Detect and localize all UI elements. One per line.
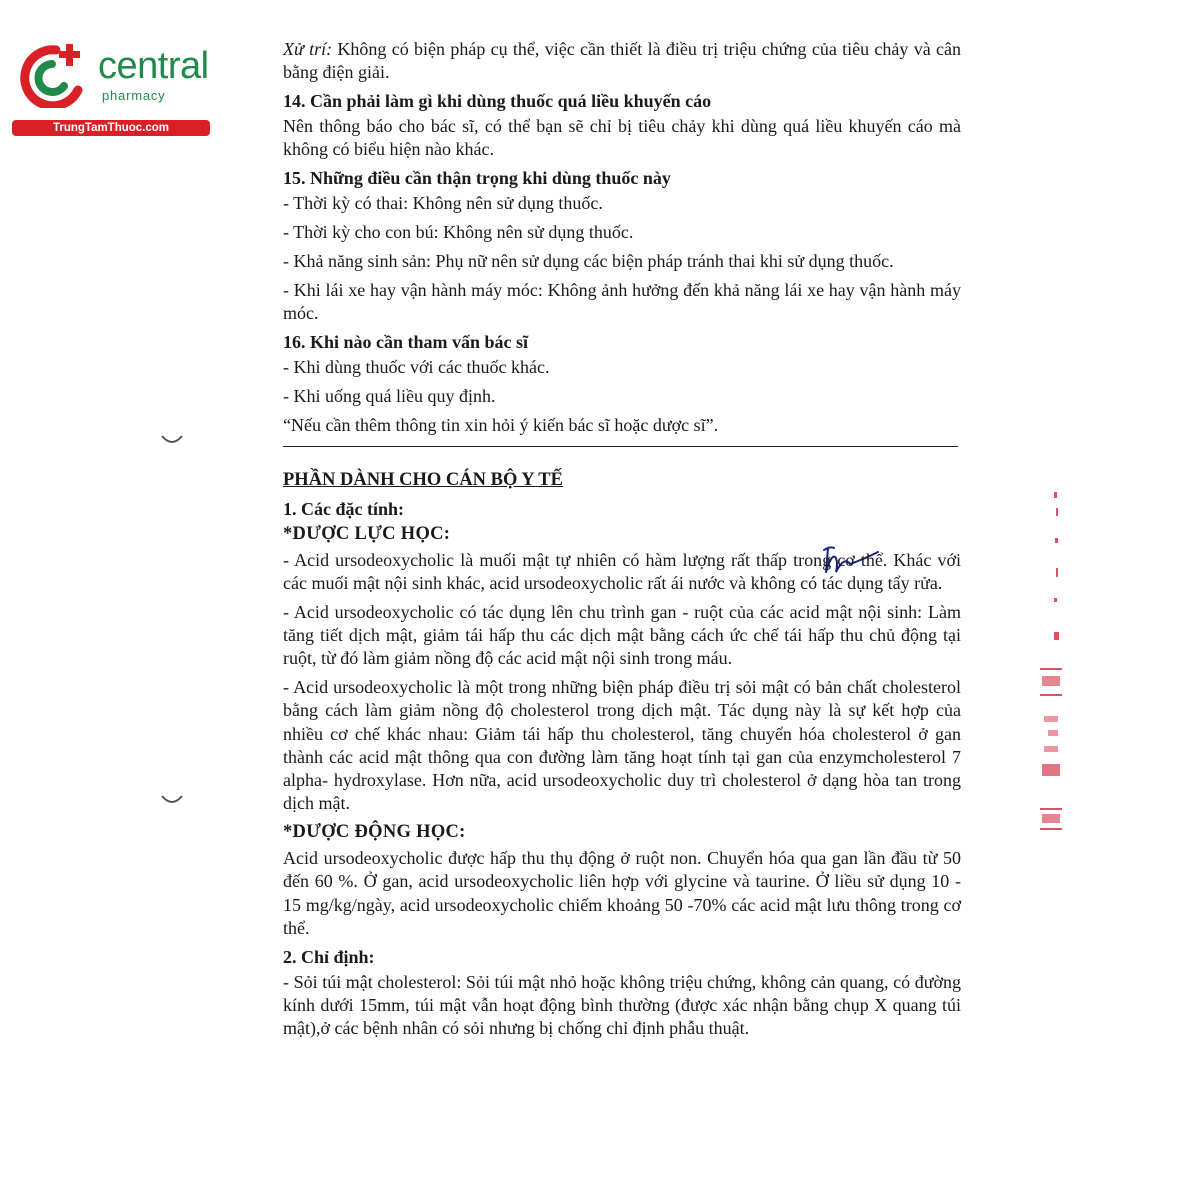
indications-heading: 2. Chỉ định: [283,946,375,967]
red-stamp-fragment [1038,488,1064,848]
overdose-treatment [283,38,961,84]
indications-text: - Sỏi túi mật cholesterol: Sỏi túi mật nhỏ hoặc không triệu chứng, không cản quang, có đường kính dưới 15mm, túi mật vẫn hoạt động bình thường (được xác nhận bằng chụp X quang túi mật),ở các bệnh nhân có sỏi nhưng bị chống chỉ định phẫu thuật. [283,971,961,1039]
logo-name: central [98,45,209,87]
pharmacodynamics-item-2: - Acid ursodeoxycholic có tác dụng lên chu trình gan - ruột của các acid mật nội sinh: Làm tăng tiết dịch mật, giảm tái hấp thu các dịch mật bằng cách ức chế tái hấp thu chủ động tại ruột, từ đó làm giảm nồng độ các acid mật nội sinh trong máu. [283,602,961,669]
hcp-section-title: PHẦN DÀNH CHO CÁN BỘ Y TẾ [283,469,563,490]
section-14-heading: 14. Cần phải làm gì khi dùng thuốc quá liều khuyến cáo [283,91,712,111]
section-15-item-2: - Thời kỳ cho con bú: Không nên sử dụng thuốc. [283,222,634,243]
section-divider [283,446,958,447]
section-16-item-2: - Khi uống quá liều quy định. [283,385,496,406]
central-pharmacy-logo [12,38,212,138]
section-15-item-3: - Khả năng sinh sản: Phụ nữ nên sử dụng các biện pháp tránh thai khi sử dụng thuốc. [283,251,894,271]
treatment-text: Không có biện pháp cụ thể, việc cần thiết là điều trị triệu chứng của tiêu chảy và cân bằng điện giải. [283,39,961,83]
section-16-heading: 16. Khi nào cần tham vấn bác sĩ [283,331,529,352]
section-16-item-1: - Khi dùng thuốc với các thuốc khác. [283,357,550,377]
section-15-item-4: - Khi lái xe hay vận hành máy móc: Không ảnh hưởng đến khả năng lái xe hay vận hành máy móc. [283,279,961,323]
section-16-quote: “Nếu cần thêm thông tin xin hỏi ý kiến bác sĩ hoặc dược sĩ”. [283,414,719,435]
pharmacokinetics-heading: *DƯỢC ĐỘNG HỌC: [283,822,466,843]
treatment-label: Xử trí: [283,39,333,59]
leaflet-content [283,38,961,1046]
pharmacokinetics-text: Acid ursodeoxycholic được hấp thu thụ động ở ruột non. Chuyển hóa qua gan lần đầu từ 50 đến 60 %. Ở gan, acid ursodeoxycholic liên hợp với glycine và taurine. Ở liều sử dụng 10 - 15 mg/kg/ngày, acid ursodeoxycholic chiếm khoảng 50 -70% các acid mật lưu thông trong cơ thể. [283,848,961,938]
pharmacodynamics-item-3: - Acid ursodeoxycholic là một trong những biện pháp điều trị sỏi mật có bản chất cholesterol bằng cách làm giảm nồng độ cholesterol trong dịch mật. Tác dụng này là sự kết hợp của nhiều cơ chế khác nhau: Giảm tái hấp thu cholesterol, tăng chuyển hóa cholesterol ở gan thành các acid mật thông qua con đường làm tăng hoạt tính tại gan của enzymcholesterol 7 alpha- hydroxylase. Hơn nữa, acid ursodeoxycholic duy trì cholesterol ở dạng hòa tan trong dịch mật. [283,677,961,814]
punch-hole-mark-bottom [160,794,184,806]
central-pharmacy-logo-icon [12,38,92,108]
section-14-text: Nên thông báo cho bác sĩ, có thể bạn sẽ chỉ bị tiêu chảy khi dùng quá liều khuyến cáo mà không có biểu hiện nào khác. [283,116,961,160]
properties-heading: 1. Các đặc tính: [283,498,404,519]
pharmacodynamics-heading: *DƯỢC LỰC HỌC: [283,523,451,544]
logo-url-banner: TrungTamThuoc.com [12,120,210,136]
section-15-heading: 15. Những điều cần thận trọng khi dùng thuốc này [283,168,671,189]
pharmacodynamics-item-1: - Acid ursodeoxycholic là muối mật tự nhiên có hàm lượng rất thấp trong cơ thể. Khác với các muối mật nội sinh khác, acid ursodeoxycholic rất ái nước và không có tác dụng tẩy rửa. [283,550,961,594]
section-15-item-1: - Thời kỳ có thai: Không nên sử dụng thuốc. [283,193,603,214]
logo-subtitle: pharmacy [102,88,166,103]
punch-hole-mark-top [160,434,184,446]
